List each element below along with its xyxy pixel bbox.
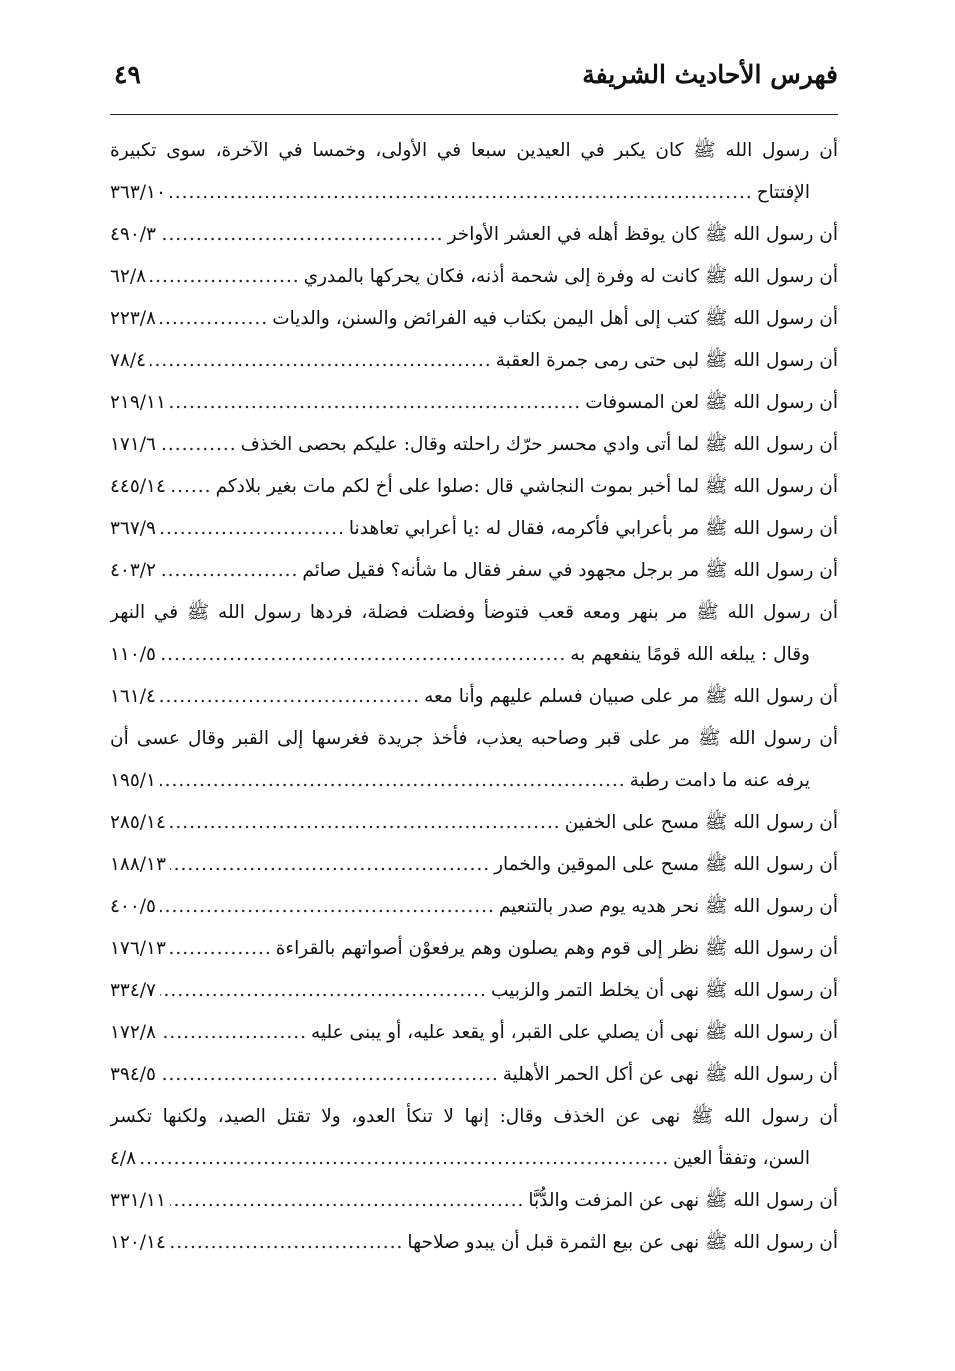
entry-text: أن رسول الله ﷺ لما أتى وادي محسر حرّك راحلته وقال: عليكم بحصى الخذف [240, 434, 838, 455]
entry-text: أن رسول الله ﷺ مسح على الموقين والخمار [494, 854, 838, 875]
dot-leader [170, 1222, 403, 1264]
volume-page-reference: ٣٦٣/١٠ [110, 182, 166, 203]
dot-leader [160, 550, 298, 592]
index-entry [110, 1180, 838, 1222]
index-entry [110, 382, 838, 424]
dot-leader [170, 466, 212, 508]
page-title: فهرس الأحاديث الشريفة [582, 60, 838, 89]
index-entry [110, 718, 838, 802]
entry-reference-line [110, 802, 838, 844]
volume-page-reference: ٣٦٧/٩ [110, 518, 156, 539]
entry-text: أن رسول الله ﷺ لما أخبر بموت النجاشي قال :صلوا على أخ لكم مات بغير بلادكم [215, 476, 838, 497]
volume-page-reference: ١١٠/٥ [110, 644, 156, 665]
index-entry [110, 550, 838, 592]
entry-text-line: أن رسول الله ﷺ كان يكبر في العيدين سبعا في الأولى، وخمسا في الآخرة، سوى تكبيرة [110, 140, 838, 161]
entry-text: أن رسول الله ﷺ مر على صبيان فسلم عليهم وأنا معه [424, 686, 838, 707]
entry-reference-line [110, 466, 838, 508]
volume-page-reference: ٣٣١/١١ [110, 1190, 166, 1211]
volume-page-reference: ٢٨٥/١٤ [110, 812, 166, 833]
dot-leader [160, 298, 268, 340]
entry-reference-line [110, 1180, 838, 1222]
entry-text: أن رسول الله ﷺ نهى عن أكل الحمر الأهلية [502, 1064, 838, 1085]
dot-leader [160, 634, 566, 676]
volume-page-reference: ٤/٨ [110, 1148, 137, 1169]
index-entry [110, 256, 838, 298]
entry-text: أن رسول الله ﷺ نظر إلى قوم وهم يصلون وهم يرفعوْن أصواتهم بالقراءة [275, 938, 838, 959]
dot-leader [170, 382, 581, 424]
page-number: ٤٩ [114, 60, 141, 89]
page-header [110, 58, 838, 102]
dot-leader [170, 1180, 524, 1222]
entry-reference-line [110, 424, 838, 466]
header-rule [110, 114, 838, 115]
entry-text: أن رسول الله ﷺ نحر هديه يوم صدر بالتنعيم [498, 896, 838, 917]
index-entry [110, 676, 838, 718]
volume-page-reference: ١٩٥/١ [110, 770, 156, 791]
volume-page-reference: ١٧١/٦ [110, 434, 156, 455]
index-entry [110, 340, 838, 382]
entry-reference-line [110, 1012, 838, 1054]
entry-text: أن رسول الله ﷺ نهى أن يخلط التمر والزبيب [490, 980, 838, 1001]
volume-page-reference: ١٨٨/١٣ [110, 854, 166, 875]
dot-leader [140, 1138, 669, 1180]
entry-reference-line [110, 550, 838, 592]
entry-text: أن رسول الله ﷺ كانت له وفرة إلى شحمة أذنه، فكان يحركها بالمدري [303, 266, 838, 287]
entry-text: أن رسول الله ﷺ لبى حتى رمى جمرة العقبة [495, 350, 838, 371]
volume-page-reference: ٦٢/٨ [110, 266, 147, 287]
dot-leader [160, 424, 237, 466]
index-entry [110, 970, 838, 1012]
entry-reference-line [110, 1222, 838, 1264]
index-entry [110, 592, 838, 676]
volume-page-reference: ١٧٦/١٣ [110, 938, 166, 959]
entry-reference-line [110, 382, 838, 424]
entry-text: أن رسول الله ﷺ كان يوقظ أهله في العشر الأواخر [447, 224, 838, 245]
volume-page-reference: ٤٠٣/٢ [110, 560, 156, 581]
index-entry [110, 1222, 838, 1264]
index-entry [110, 466, 838, 508]
entry-text: وقال : يبلغه الله قومًا ينفعهم به [570, 644, 810, 665]
entry-text: أن رسول الله ﷺ لعن المسوفات [585, 392, 838, 413]
entry-reference-line [110, 214, 838, 256]
entry-text-line: أن رسول الله ﷺ مر بنهر ومعه قعب فتوضأ وفضلت فضلة، فردها رسول الله ﷺ في النهر [110, 602, 838, 623]
entry-text: أن رسول الله ﷺ نهى عن المزفت والدُّبَّا [528, 1190, 838, 1211]
entry-text: أن رسول الله ﷺ نهى أن يصلي على القبر، أو يقعد عليه، أو يبنى عليه [310, 1022, 838, 1043]
entry-reference-line [110, 508, 838, 550]
dot-leader [150, 256, 300, 298]
entry-text: أن رسول الله ﷺ مر برجل مجهود في سفر فقال ما شأنه؟ فقيل صائم [302, 560, 838, 581]
entry-text: يرفه عنه ما دامت رطبة [629, 770, 810, 791]
dot-leader [150, 340, 492, 382]
entry-reference-line [110, 256, 838, 298]
dot-leader [170, 802, 561, 844]
entry-reference-line [110, 172, 838, 214]
entry-reference-line [110, 844, 838, 886]
index-entry [110, 886, 838, 928]
index-entry [110, 508, 838, 550]
entry-text-line: أن رسول الله ﷺ نهى عن الخذف وقال: إنها لا تنكأ العدو، ولا تقتل الصيد، ولكنها تكسر [110, 1106, 838, 1127]
entry-text: أن رسول الله ﷺ مر بأعرابي فأكرمه، فقال له :يا أعرابي تعاهدنا [348, 518, 838, 539]
entry-reference-line [110, 928, 838, 970]
entry-text: أن رسول الله ﷺ كتب إلى أهل اليمن بكتاب فيه الفرائض والسنن، والديات [272, 308, 838, 329]
dot-leader [170, 928, 272, 970]
volume-page-reference: ١٧٢/٨ [110, 1022, 156, 1043]
index-entry [110, 1012, 838, 1054]
volume-page-reference: ٣٣٤/٧ [110, 980, 156, 1001]
index-entry [110, 802, 838, 844]
dot-leader [170, 844, 490, 886]
entry-reference-line [110, 634, 838, 676]
index-entry [110, 1096, 838, 1180]
index-entry [110, 424, 838, 466]
entry-text: الإفتتاح [756, 182, 810, 203]
dot-leader [160, 970, 487, 1012]
dot-leader [160, 214, 444, 256]
index-entry [110, 298, 838, 340]
dot-leader [160, 760, 626, 802]
entry-text-line: أن رسول الله ﷺ مر على قبر وصاحبه يعذب، فأخذ جريدة فغرسها إلى القبر وقال عسى أن [110, 728, 838, 749]
entry-reference-line [110, 298, 838, 340]
index-entry [110, 1054, 838, 1096]
dot-leader [160, 886, 495, 928]
volume-page-reference: ٢١٩/١١ [110, 392, 166, 413]
dot-leader [170, 172, 753, 214]
volume-page-reference: ٢٢٣/٨ [110, 308, 156, 329]
volume-page-reference: ٣٩٤/٥ [110, 1064, 156, 1085]
volume-page-reference: ٤٩٠/٣ [110, 224, 156, 245]
entry-text: أن رسول الله ﷺ نهى عن بيع الثمرة قبل أن يبدو صلاحها [407, 1232, 838, 1253]
entry-reference-line [110, 886, 838, 928]
index-entry [110, 844, 838, 886]
entry-reference-line [110, 676, 838, 718]
dot-leader [160, 1054, 499, 1096]
entry-text: أن رسول الله ﷺ مسح على الخفين [564, 812, 838, 833]
entry-reference-line [110, 760, 838, 802]
entry-reference-line [110, 1138, 838, 1180]
index-entry [110, 214, 838, 256]
volume-page-reference: ١٦١/٤ [110, 686, 156, 707]
dot-leader [160, 676, 420, 718]
entry-reference-line [110, 1054, 838, 1096]
index-entry [110, 928, 838, 970]
entry-text: السن، وتفقأ العين [673, 1148, 810, 1169]
hadith-index-list [110, 130, 838, 1264]
entry-reference-line [110, 340, 838, 382]
volume-page-reference: ٧٨/٤ [110, 350, 147, 371]
volume-page-reference: ٤٠٠/٥ [110, 896, 156, 917]
volume-page-reference: ١٢٠/١٤ [110, 1232, 166, 1253]
index-entry [110, 130, 838, 214]
entry-reference-line [110, 970, 838, 1012]
dot-leader [160, 1012, 307, 1054]
volume-page-reference: ٤٤٥/١٤ [110, 476, 166, 497]
dot-leader [160, 508, 345, 550]
